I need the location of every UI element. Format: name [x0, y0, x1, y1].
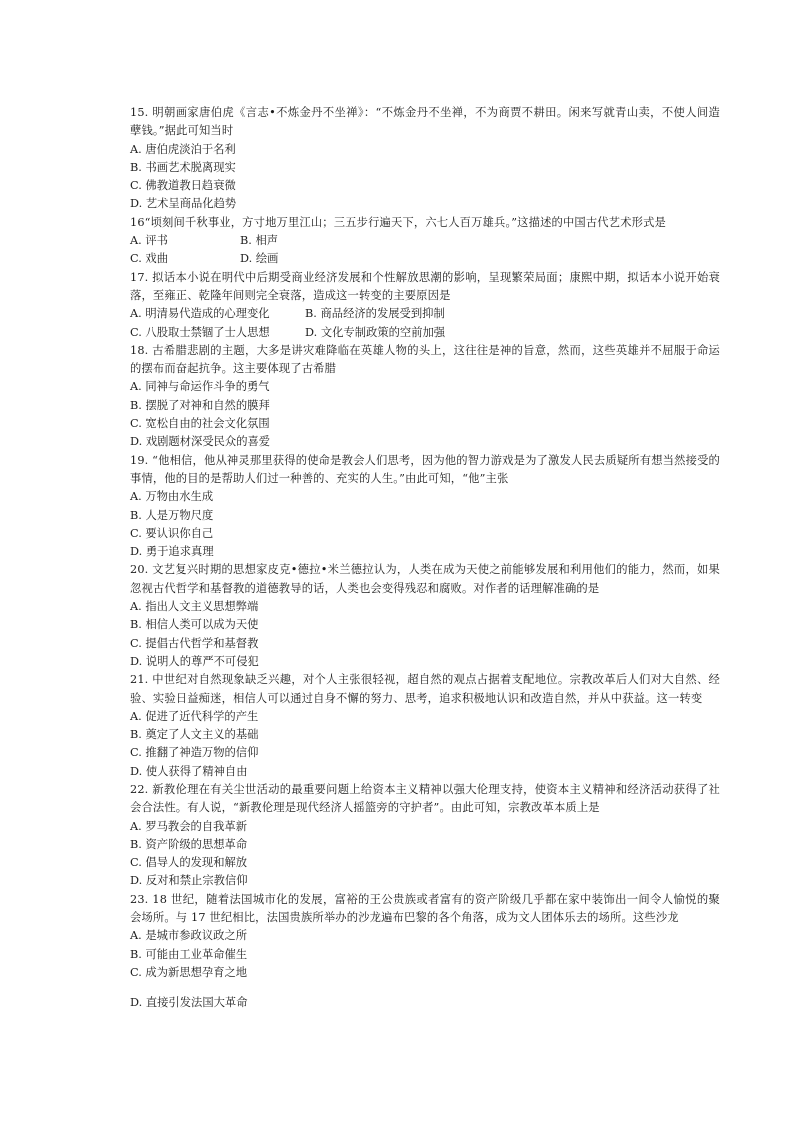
option-a: A. 促进了近代科学的产生: [130, 709, 259, 723]
option-b: B. 相声: [240, 234, 279, 248]
option-c: C. 戏曲: [130, 252, 169, 266]
question-stem: 16“顷刻间千秋事业，方寸地万里江山；三五步行遍天下，六七人百万雄兵。”这描述的中国古代艺术形式是: [130, 215, 666, 229]
option-b: B. 摆脱了对神和自然的膜拜: [130, 398, 270, 412]
option-b: B. 相信人类可以成为天使: [130, 618, 259, 632]
option-d: D. 戏剧题材深受民众的喜爱: [130, 435, 271, 449]
question-17: [130, 269, 720, 342]
question-22: [130, 781, 720, 891]
question-stem: 21. 中世纪对自然现象缺乏兴趣，对个人主张很轻视，超自然的观点占据着支配地位。宗教改革后人们对大自然、经验、实验日益痴迷，相信人可以通过自身不懈的努力、思考，追求积极地认识和改造自然，并从中获益。这一转变: [130, 673, 720, 705]
question-19: [130, 452, 720, 562]
option-a: A. 指出人文主义思想弊端: [130, 600, 259, 614]
option-d: D. 使人获得了精神自由: [130, 764, 248, 778]
option-c: C. 倡导人的发现和解放: [130, 856, 248, 870]
option-b: B. 奠定了人文主义的基础: [130, 728, 259, 742]
option-c: C. 佛教道教日趋衰微: [130, 179, 236, 193]
question-18: [130, 342, 720, 452]
option-c: C. 宽松自由的社会文化氛围: [130, 417, 270, 431]
question-stem: 23. 18 世纪，随着法国城市化的发展，富裕的王公贵族或者富有的资产阶级几乎都在家中装饰出一间令人愉悦的聚会场所。与 17 世纪相比，法国贵族所举办的沙龙遍布巴黎的各个角落，成为文人团体乐去的场所。这些沙龙: [130, 892, 720, 925]
option-d: D. 文化专制政策的空前加强: [305, 325, 446, 339]
question-stem: 19. “他相信，他从神灵那里获得的使命是教会人们思考，因为他的智力游戏是为了激发人民去质疑所有想当然接受的事情，他的目的是帮助人们过一种善的、充实的人生。”由此可知，“他”主张: [130, 453, 720, 485]
option-b: B. 书画艺术脱离现实: [130, 160, 236, 174]
option-a: A. 评书: [130, 234, 168, 248]
option-a: A. 万物由水生成: [130, 490, 214, 504]
question-list: [130, 104, 720, 1013]
question-stem: 18. 古希腊悲剧的主题，大多是讲灾难降临在英雄人物的头上，这往往是神的旨意，然而，这些英雄并不屈服于命运的摆布而奋起抗争。这主要体现了古希腊: [130, 343, 720, 376]
question-stem: 20. 文艺复兴时期的思想家皮克•德拉•米兰德拉认为，人类在成为天使之前能够发展和利用他们的能力，然而，如果忽视古代哲学和基督教的道德教导的话，人类也会变得残忍和腐败。对作者的话理解准确的是: [130, 563, 720, 595]
option-a: A. 唐伯虎淡泊于名利: [130, 142, 236, 156]
option-c: C. 提倡古代哲学和基督教: [130, 636, 259, 650]
option-row: [130, 305, 720, 323]
option-b: B. 商品经济的发展受到抑制: [305, 307, 445, 321]
option-d: D. 艺术呈商品化趋势: [130, 197, 237, 211]
question-23: [130, 891, 720, 1013]
question-16: [130, 214, 720, 269]
option-d: D. 直接引发法国大革命: [130, 996, 248, 1010]
option-a: A. 明清易代造成的心理变化: [130, 307, 270, 321]
question-stem: 15. 明朝画家唐伯虎《言志•不炼金丹不坐禅》：“不炼金丹不坐禅，不为商贾不耕田。闲来写就青山卖，不使人间造孽钱。”据此可知当时: [130, 106, 720, 138]
option-d: D. 反对和禁止宗教信仰: [130, 874, 248, 888]
option-d: D. 说明人的尊严不可侵犯: [130, 654, 259, 668]
option-c: C. 推翻了神造万物的信仰: [130, 746, 259, 760]
option-row: [130, 324, 720, 342]
option-a: A. 是城市参政议政之所: [130, 929, 248, 943]
option-a: A. 罗马教会的自我革新: [130, 819, 248, 833]
question-21: [130, 671, 720, 781]
option-b: B. 资产阶级的思想革命: [130, 837, 248, 851]
option-d: D. 勇于追求真理: [130, 545, 214, 559]
option-row: [130, 250, 720, 268]
option-row: [130, 232, 720, 250]
option-a: A. 同神与命运作斗争的勇气: [130, 380, 270, 394]
question-15: [130, 104, 720, 214]
question-20: [130, 561, 720, 671]
option-d: D. 绘画: [240, 252, 279, 266]
question-stem: 22. 新教伦理在有关尘世活动的最重要问题上给资本主义精神以强大伦理支持，使资本主义精神和经济活动获得了社会合法性。有人说，“新教伦理是现代经济人摇篮旁的守护者”。由此可知，宗教改革本质上是: [130, 782, 720, 815]
option-c: C. 成为新思想孕育之地: [130, 965, 248, 979]
option-b: B. 人是万物尺度: [130, 508, 214, 522]
option-c: C. 要认识你自己: [130, 526, 214, 540]
question-stem: 17. 拟话本小说在明代中后期受商业经济发展和个性解放思潮的影响，呈现繁荣局面；康熙中期，拟话本小说开始衰落，至雍正、乾隆年间则完全衰落，造成这一转变的主要原因是: [130, 270, 720, 302]
option-c: C. 八股取士禁锢了士人思想: [130, 325, 270, 339]
option-b: B. 可能由工业革命催生: [130, 947, 248, 961]
